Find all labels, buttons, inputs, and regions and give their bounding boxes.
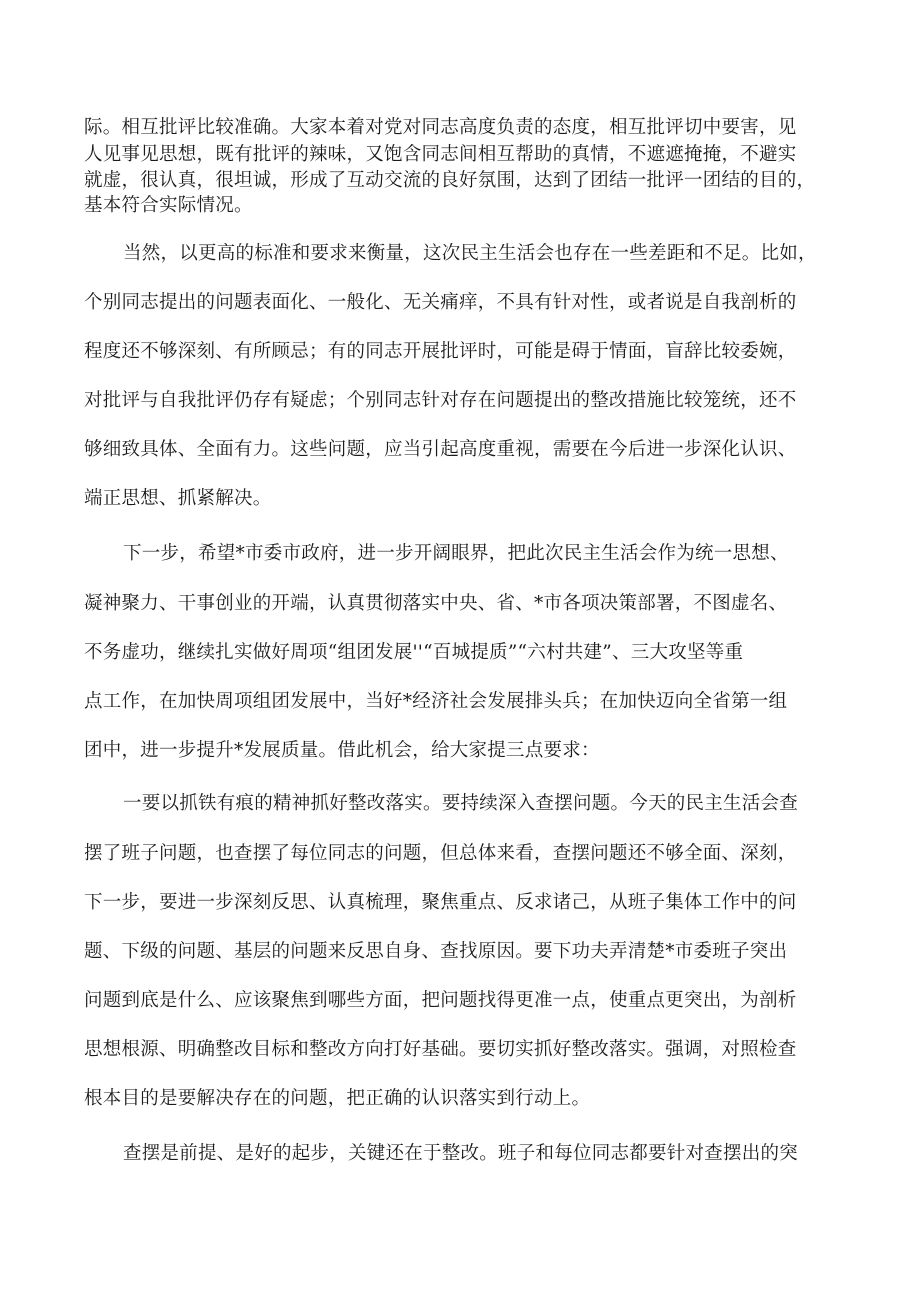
text-line: 下一步，要进一步深刻反思、认真梳理，聚焦重点、反求诸己，从班子集体工作中的问: [84, 892, 797, 913]
text-line: 基本符合实际情况。: [84, 195, 253, 216]
text-line: 个别同志提出的问题表面化、一般化、无关痛痒，不具有针对性，或者说是自我剖析的: [84, 292, 797, 313]
text-line: 题、下级的问题、基层的问题来反思自身、查找原因。要下功夫弄清楚*市委班子突出: [84, 941, 788, 962]
text-line: 凝神聚力、干事创业的开端，认真贯彻落实中央、省、*市各项决策部署，不图虚名、: [84, 593, 788, 614]
text-line: 人见事见思想，既有批评的辣味，又饱含同志间相互帮助的真情，不遮遮掩掩，不避实: [84, 144, 797, 165]
text-line: 际。相互批评比较准确。大家本着对党对同志高度负责的态度，相互批评切中要害，见: [84, 117, 797, 138]
text-line: 摆了班子问题，也查摆了每位同志的问题，但总体来看，查摆问题还不够全面、深刻，: [84, 843, 797, 864]
text-line: 点工作，在加快周项组团发展中，当好*经济社会发展排头兵；在加快迈向全省第一组: [84, 691, 788, 712]
text-line: 就虚，很认真，很坦诚，形成了互动交流的良好氛围，达到了团结一批评一团结的目的，: [84, 170, 816, 191]
text-line: 根本目的是要解决存在的问题，把正确的认识落实到行动上。: [84, 1088, 591, 1109]
text-line: 查摆是前提、是好的起步，关键还在于整改。班子和每位同志都要针对查摆出的突: [123, 1143, 799, 1164]
text-line: 不务虚功，继续扎实做好周项“组团发展''“百城提质”“六村共建”、三大攻坚等重: [84, 642, 744, 663]
text-line: 够细致具体、全面有力。这些问题，应当引起高度重视，需要在今后进一步深化认识、: [84, 439, 797, 460]
text-line: 问题到底是什么、应该聚焦到哪些方面，把问题找得更准一点，使重点更突出，为剖析: [84, 990, 797, 1011]
text-line: 团中，进一步提升*发展质量。借此机会，给大家提三点要求：: [84, 740, 600, 761]
text-line: 对批评与自我批评仍存有疑虑；个别同志针对存在问题提出的整改措施比较笼统，还不: [84, 390, 797, 411]
text-line: 程度还不够深刻、有所顾忌；有的同志开展批评时，可能是碍于情面，盲辞比较委婉，: [84, 341, 797, 362]
text-line: 下一步，希望*市委市政府，进一步开阔眼界，把此次民主生活会作为统一思想、: [123, 543, 789, 564]
text-line: 思想根源、明确整改目标和整改方向打好基础。要切实抓好整改落实。强调，对照检查: [84, 1039, 797, 1060]
text-line: 端正思想、抓紧解决。: [84, 488, 272, 509]
text-line: 一要以抓铁有痕的精神抓好整改落实。要持续深入查摆问题。今天的民主生活会查: [123, 793, 799, 814]
text-line: 当然，以更高的标准和要求来衡量，这次民主生活会也存在一些差距和不足。比如，: [123, 243, 817, 264]
